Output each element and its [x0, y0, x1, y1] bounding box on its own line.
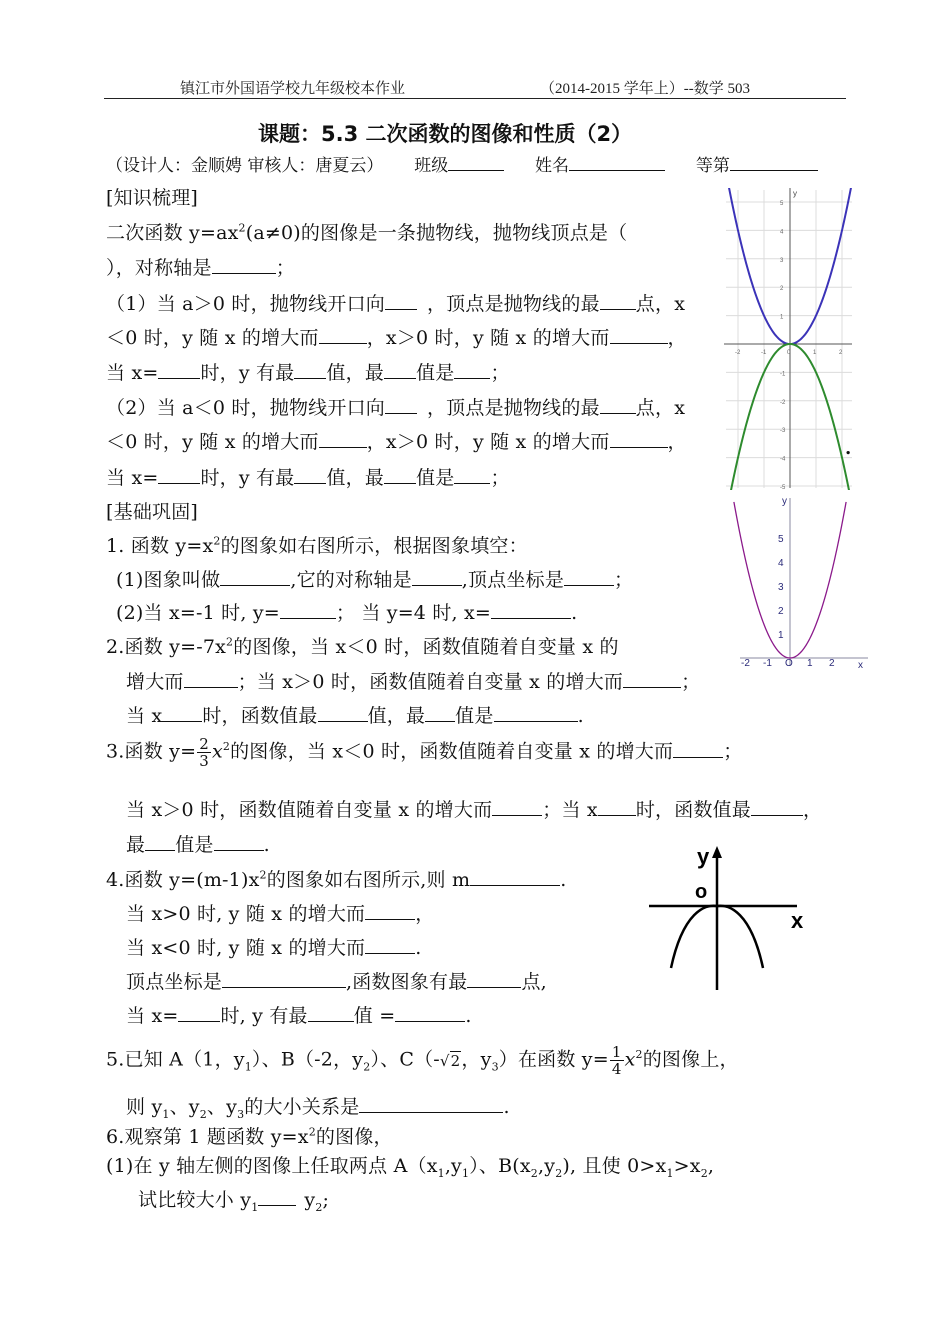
figure-parabola-q1: [712, 492, 872, 672]
x-tick-label: O: [785, 658, 793, 669]
designer-info: （设计人：金顺娉 审核人：唐夏云）: [106, 156, 384, 176]
blank[interactable]: [308, 1003, 354, 1022]
blank[interactable]: [491, 600, 571, 619]
y-tick-label: 3: [778, 582, 784, 593]
q4-line-2: 当 x>0 时, y 随 x 的增大而 ，: [126, 903, 435, 925]
q4-line-1: 4.函数 $y=(m-1)x^2$的图象如右图所示,则 m .: [106, 868, 567, 891]
y-tick-label: 2: [780, 286, 784, 293]
knowledge-line-1: 二次函数 $y=ax^2(a\ne 0)$的图像是一条抛物线，抛物线顶点是（: [106, 221, 628, 244]
x-axis-label: x: [858, 660, 863, 671]
blank[interactable]: [162, 703, 202, 722]
figure-two-parabolas: [724, 188, 854, 490]
header-rule: [104, 98, 846, 99]
q1-line-1: 1. 函数 $y=x^2$的图象如右图所示，根据图象填空：: [106, 534, 528, 557]
y-tick-label: 1: [780, 314, 784, 321]
y-axis-label: y: [793, 189, 797, 198]
q1-line-2: (1)图象叫做 ,它的对称轴是 ,顶点坐标是 ；: [116, 569, 634, 591]
y-tick-label: -4: [780, 456, 786, 463]
blank[interactable]: [294, 465, 326, 484]
blank[interactable]: [214, 832, 264, 851]
y-tick-label: 5: [780, 201, 784, 207]
q1-line-3: (2)当 x=-1 时, y= ； 当 y=4 时, x= .: [116, 602, 578, 624]
blank[interactable]: [412, 567, 462, 586]
header-year: （2014-2015 学年上）--数学 503: [540, 81, 750, 97]
q4-line-3: 当 x<0 时, y 随 x 的增大而 .: [126, 937, 422, 959]
x-tick-label: 2: [829, 658, 835, 669]
section-knowledge: [知识梳理]: [106, 187, 199, 209]
blank[interactable]: [385, 291, 417, 310]
y-axis-arrow: [712, 846, 722, 858]
q6-line-1: 6.观察第 1 题函数 $y=x^2$的图像，: [106, 1125, 393, 1148]
name-label: 姓名: [535, 156, 570, 176]
y-tick-label: 1: [778, 630, 784, 641]
class-blank[interactable]: [448, 152, 504, 171]
blank[interactable]: [280, 600, 336, 619]
x-tick-label: -2: [735, 350, 741, 356]
q3-line-2: 当 x＞0 时，函数值随着自变量 x 的增大而 ；当 x 时，函数值最 ，: [126, 799, 823, 821]
x-tick-label: 1: [807, 658, 813, 669]
blank[interactable]: [494, 703, 578, 722]
blank[interactable]: [365, 935, 415, 954]
origin-label: o: [695, 881, 708, 903]
blank[interactable]: [158, 360, 200, 379]
section-basics: [基础巩固]: [106, 501, 199, 523]
blank[interactable]: [158, 465, 200, 484]
blank[interactable]: [425, 703, 455, 722]
grade-blank[interactable]: [730, 152, 818, 171]
knowledge-line-4: ＜0 时，y 随 x 的增大而 ，x＞0 时，y 随 x 的增大而 ，: [106, 327, 687, 349]
x-axis-label: x: [791, 908, 804, 933]
blank[interactable]: [673, 739, 723, 758]
y-tick-label: -1: [780, 371, 786, 378]
q4-line-4: 顶点坐标是 ,函数图象有最 点,: [126, 971, 547, 993]
blank[interactable]: [220, 567, 290, 586]
q2-line-2: 增大而 ；当 x＞0 时，函数值随着自变量 x 的增大而 ；: [126, 671, 701, 693]
q3-line-1: 3.函数 y= $\frac{2}{3}$ $x^2$的图像，当 x＜0 时，函数值随着自变量 x 的增大而 ；: [106, 735, 743, 770]
blank[interactable]: [318, 703, 368, 722]
q2-line-1: 2.函数 $y=-7x^2$的图像，当 x＜0 时，函数值随着自变量 x 的: [106, 635, 619, 658]
class-label: 班级: [414, 156, 449, 176]
q6-line-2: (1)在 y 轴左侧的图像上任取两点 $A(x_1,y_1)$、$B(x_2,y_2)$, 且使 $0>x_1>x_2$,: [106, 1155, 715, 1180]
blank[interactable]: [222, 969, 346, 988]
blank[interactable]: [454, 360, 490, 379]
fraction-two-thirds: $\frac{2}{3}$: [199, 735, 209, 770]
x-tick-labels: [741, 658, 835, 669]
x-tick-label: -1: [761, 350, 767, 356]
meta-line: [106, 151, 818, 176]
blank[interactable]: [184, 669, 238, 688]
blank[interactable]: [385, 395, 417, 414]
x-tick-label: -1: [763, 658, 772, 669]
grade-label: 等第: [695, 156, 730, 176]
name-blank[interactable]: [569, 152, 665, 171]
blank[interactable]: [384, 360, 416, 379]
knowledge-line-7: ＜0 时，y 随 x 的增大而 ，x＞0 时，y 随 x 的增大而 ，: [106, 431, 687, 453]
blank[interactable]: [467, 969, 521, 988]
grid: [726, 190, 852, 488]
blank[interactable]: [145, 832, 175, 851]
x-tick-label: 1: [813, 350, 817, 356]
blank[interactable]: [492, 797, 542, 816]
x-tick-label: -2: [741, 658, 750, 669]
blank[interactable]: [454, 465, 490, 484]
axis-blank[interactable]: [212, 255, 276, 274]
y-tick-labels: [778, 534, 784, 641]
blank[interactable]: [359, 1094, 503, 1113]
x-tick-label: 0: [787, 350, 791, 356]
blank[interactable]: [365, 901, 415, 920]
blank[interactable]: [258, 1187, 296, 1206]
y-tick-label: 2: [778, 606, 784, 617]
sqrt-two: √2: [439, 1051, 461, 1070]
y-tick-label: 4: [780, 229, 784, 236]
q2-line-3: 当 x 时，函数值最 值，最 值是 .: [126, 705, 584, 727]
blank[interactable]: [384, 465, 416, 484]
stray-dot: .: [845, 438, 852, 459]
knowledge-line-6: （2）当 a＜0 时，抛物线开口向 ，顶点是抛物线的最 点，x: [106, 397, 686, 419]
y-tick-label: 5: [778, 534, 784, 545]
q6-line-3: 试比较大小 $y_1$ $y_2$;: [138, 1189, 330, 1214]
blank[interactable]: [564, 567, 614, 586]
blank[interactable]: [178, 1003, 220, 1022]
knowledge-line-8: 当 x= 时，y 有最 值，最 值是 ；: [106, 467, 510, 489]
y-tick-label: -2: [780, 399, 786, 406]
q5-line-1: 5.已知 A（1，$y_1$）、B（-2，$y_2$）、C（-√2，$y_3$）在函数 y= $\frac{1}{4}$ $x^2$的图像上，: [106, 1043, 739, 1078]
page-title: 课题：5.3 二次函数的图像和性质（2）: [258, 122, 633, 146]
y-tick-label: 3: [780, 257, 784, 264]
blank[interactable]: [610, 325, 668, 344]
y-tick-label: -5: [780, 485, 786, 490]
y-axis-label: y: [782, 496, 787, 507]
blank[interactable]: [395, 1003, 465, 1022]
blank[interactable]: [600, 395, 636, 414]
blank[interactable]: [319, 429, 367, 448]
knowledge-line-3: （1）当 a＞0 时，抛物线开口向 ，顶点是抛物线的最 点，x: [106, 293, 686, 315]
fraction-one-quarter: $\frac{1}{4}$: [611, 1043, 622, 1078]
figure-parabola-q4: [645, 842, 815, 992]
blank[interactable]: [751, 797, 803, 816]
y-axis-label: y: [697, 844, 710, 869]
blank[interactable]: [600, 291, 636, 310]
x-tick-labels: [735, 350, 843, 356]
knowledge-line-5: 当 x= 时，y 有最 值，最 值是 ；: [106, 362, 510, 384]
blank[interactable]: [319, 325, 367, 344]
blank[interactable]: [623, 669, 681, 688]
blank[interactable]: [470, 867, 560, 886]
q5-line-2: 则 $y_1$、$y_2$、$y_3$的大小关系是 .: [126, 1096, 510, 1121]
knowledge-line-2: ），对称轴是 ；: [106, 257, 295, 279]
blank[interactable]: [294, 360, 326, 379]
header-school: 镇江市外国语学校九年级校本作业: [180, 81, 406, 97]
y-tick-label: 4: [778, 558, 784, 569]
blank[interactable]: [610, 429, 668, 448]
q3-line-3: 最 值是 .: [126, 834, 270, 856]
q4-line-5: 当 x= 时, y 有最 值 = .: [126, 1005, 472, 1027]
blank[interactable]: [598, 797, 636, 816]
y-tick-label: -3: [780, 428, 786, 435]
x-tick-label: 2: [839, 350, 843, 356]
